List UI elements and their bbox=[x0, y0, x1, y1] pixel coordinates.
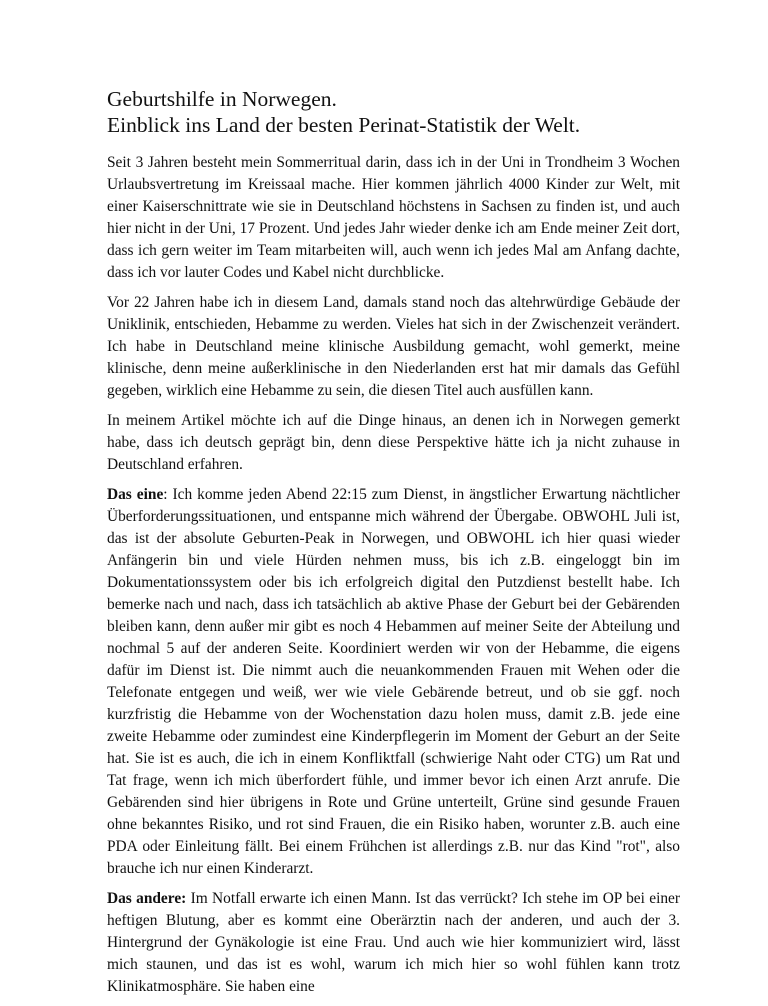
paragraph-history bbox=[107, 292, 680, 402]
paragraph-text: Vor 22 Jahren habe ich in diesem Land, damals stand noch das altehrwürdige Gebäude der Uniklinik, entschieden, Hebamme zu werden. Vieles hat sich in der Zwischenzeit verändert. Ich habe in Deutschland meine klinische Ausbildung gemacht, wohl gemerkt, meine klinische, denn meine außerklinische in den Niederlanden erst hat mir damals das Gefühl gegeben, wirklich eine Hebamme zu sein, die diesen Titel auch ausfüllen kann. bbox=[107, 294, 680, 399]
title-line-2: Einblick ins Land der besten Perinat-Statistik der Welt. bbox=[107, 113, 581, 137]
paragraph-text: Im Notfall erwarte ich einen Mann. Ist das verrückt? Ich stehe im OP bei einer heftigen Blutung, aber es kommt eine Oberärztin nach der anderen, und auch der 3. Hintergrund der Gynäkologie ist eine Frau. Und auch wie hier kommuniziert wird, lässt mich staunen, und das ist es wohl, warum ich mich hier so wohl fühlen kann trotz Klinikatmosphäre. Sie haben eine bbox=[107, 890, 680, 995]
paragraph-text: : Ich komme jeden Abend 22:15 zum Dienst, in ängstlicher Erwartung nächtlicher Überforderungssituationen, und entspanne mich während der Übergabe. OBWOHL Juli ist, das ist der absolute Geburten-Peak in Norwegen, und OBWOHL ich hier quasi wieder Anfängerin bin und viele Hürden nehmen muss, bis ich z.B. eingeloggt bin im Dokumentationssystem oder bis ich erfolgreich digital den Putzdienst bestellt habe. Ich bemerke nach und nach, dass ich tatsächlich ab aktive Phase der Geburt bei der Gebärenden bleiben kann, denn außer mir gibt es noch 4 Hebammen auf meiner Seite der Abteilung und nochmal 5 auf der anderen Seite. Koordiniert werden wir von der Hebamme, die eigens dafür im Dienst ist. Die nimmt auch die neuankommenden Frauen mit Wehen oder die Telefonate entgegen und weiß, wer wie viele Gebärende betreut, und ob sie ggf. noch kurzfristig die Hebamme von der Wochenstation dazu holen muss, damit z.B. jede eine zweite Hebamme oder zumindest eine Kinderpflegerin im Moment der Geburt an der Seite hat. Sie ist es auch, die ich in einem Konfliktfall (schwierige Naht oder CTG) um Rat und Tat frage, wenn ich mich überfordert fühle, und immer bevor ich einen Arzt anrufe. Die Gebärenden sind hier übrigens in Rote und Grüne unterteilt, Grüne sind gesunde Frauen ohne bekanntes Risiko, und rot sind Frauen, die ein Risiko haben, worunter z.B. auch eine PDA oder Einleitung fällt. Bei einem Frühchen ist allerdings z.B. nur das Kind "rot", also brauche ich nur einen Kinderarzt. bbox=[107, 486, 680, 877]
document-title bbox=[107, 86, 680, 138]
paragraph-text: In meinem Artikel möchte ich auf die Dinge hinaus, an denen ich in Norwegen gemerkt habe, dass ich deutsch geprägt bin, denn diese Perspektive hätte ich ja nicht zuhause in Deutschland erfahren. bbox=[107, 412, 680, 473]
title-line-1: Geburtshilfe in Norwegen. bbox=[107, 87, 337, 111]
paragraph-lead: Das andere: bbox=[107, 890, 187, 907]
paragraph-das-eine bbox=[107, 484, 680, 880]
paragraph-text: Seit 3 Jahren besteht mein Sommerritual darin, dass ich in der Uni in Trondheim 3 Wochen Urlaubsvertretung im Kreissaal mache. Hier kommen jährlich 4000 Kinder zur Welt, mit einer Kaiserschnittrate wie sie in Deutschland höchstens in Sachsen zu finden ist, und auch hier nicht in der Uni, 17 Prozent. Und jedes Jahr wieder denke ich am Ende meiner Zeit dort, dass ich gern weiter im Team mitarbeiten will, auch wenn ich jedes Mal am Anfang dachte, dass ich vor lauter Codes und Kabel nicht durchblicke. bbox=[107, 154, 680, 281]
document-page bbox=[107, 86, 680, 1006]
paragraph-das-andere bbox=[107, 888, 680, 998]
paragraph-intro bbox=[107, 152, 680, 284]
paragraph-purpose bbox=[107, 410, 680, 476]
paragraph-lead: Das eine bbox=[107, 486, 164, 503]
